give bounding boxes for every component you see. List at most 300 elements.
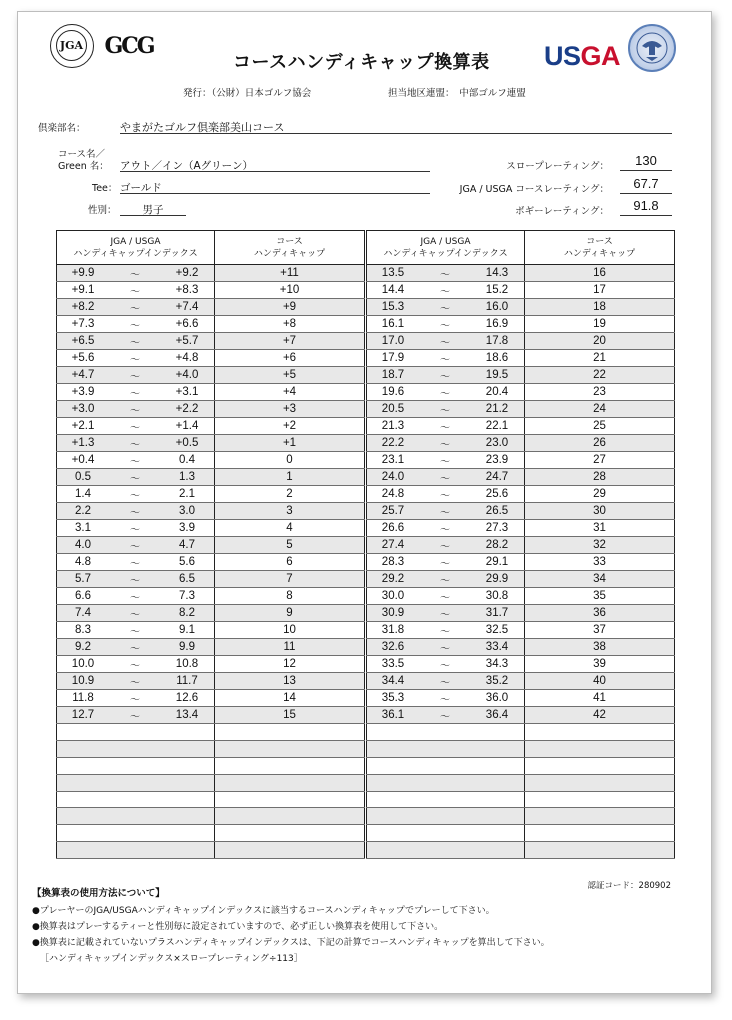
range-tilde: ～ [440, 711, 450, 723]
course-handicap-cell: 6 [215, 554, 365, 571]
range-tilde: ～ [440, 286, 450, 298]
index-from: +4.7 [71, 369, 95, 381]
index-range-cell [57, 520, 215, 537]
index-from: 24.8 [381, 488, 405, 500]
table-row [57, 774, 365, 791]
range-tilde: ～ [130, 269, 140, 281]
course-handicap-cell: +11 [215, 265, 365, 282]
table-row [367, 808, 675, 825]
course-handicap-cell: +5 [215, 367, 365, 384]
index-from: +7.3 [71, 318, 95, 330]
table-row [367, 571, 675, 588]
table-row [57, 367, 365, 384]
table-row [367, 673, 675, 690]
index-range-cell [57, 503, 215, 520]
table-row [367, 656, 675, 673]
index-header [57, 231, 215, 265]
course-handicap-cell: +9 [215, 299, 365, 316]
table-row [57, 537, 365, 554]
range-tilde: ～ [440, 541, 450, 553]
course-handicap-cell: 1 [215, 469, 365, 486]
table-row [57, 588, 365, 605]
index-to: 2.1 [179, 488, 195, 500]
table-row [367, 418, 675, 435]
index-to: 19.5 [485, 369, 509, 381]
index-to: 9.9 [179, 641, 195, 653]
table-row [57, 571, 365, 588]
index-from: +5.6 [71, 352, 95, 364]
index-from: 27.4 [381, 539, 405, 551]
index-to: 36.0 [485, 692, 509, 704]
index-from: 0.5 [75, 471, 91, 483]
index-header-line1: JGA / USGA [420, 236, 471, 247]
course-handicap-header [525, 231, 675, 265]
index-range-cell [367, 503, 525, 520]
course-rating-label: JGA / USGA コースレーティング： [459, 184, 609, 195]
index-header-line2: ハンディキャップインデックス [73, 248, 198, 259]
index-from: +8.2 [71, 301, 95, 313]
index-range-cell [57, 265, 215, 282]
range-tilde: ～ [440, 269, 450, 281]
course-handicap-cell [525, 791, 675, 808]
index-range-cell [57, 333, 215, 350]
index-to: 14.3 [485, 267, 509, 279]
index-range-cell [367, 384, 525, 401]
course-handicap-cell: 20 [525, 333, 675, 350]
course-handicap-cell: +1 [215, 435, 365, 452]
course-handicap-cell: 26 [525, 435, 675, 452]
index-to: 11.7 [176, 675, 198, 687]
index-to: 27.3 [485, 522, 509, 534]
jga-logo-text: JGA [56, 30, 87, 61]
tee-field [120, 176, 430, 194]
range-tilde: ～ [130, 626, 140, 638]
index-to: 9.1 [179, 624, 195, 636]
table-row [57, 791, 365, 808]
course-handicap-cell: +7 [215, 333, 365, 350]
index-to: +8.3 [175, 284, 199, 296]
index-range-cell [367, 469, 525, 486]
page-title: コースハンディキャップ換算表 [233, 52, 490, 73]
index-range-cell [367, 842, 525, 859]
table-row [367, 367, 675, 384]
table-row [367, 605, 675, 622]
index-to: 4.7 [179, 539, 195, 551]
index-range-cell [57, 554, 215, 571]
index-from: 19.6 [381, 386, 405, 398]
course-handicap-cell: 42 [525, 707, 675, 724]
index-from: +9.1 [71, 284, 95, 296]
course-handicap-cell: 16 [525, 265, 675, 282]
course-handicap-cell: 18 [525, 299, 675, 316]
table-row [57, 707, 365, 724]
tee-value: ゴールド [120, 182, 162, 194]
index-range-cell [367, 605, 525, 622]
index-range-cell [367, 774, 525, 791]
range-tilde: ～ [440, 643, 450, 655]
table-row [57, 842, 365, 859]
course-handicap-cell: 8 [215, 588, 365, 605]
range-tilde: ～ [440, 388, 450, 400]
course-handicap-cell: 15 [215, 707, 365, 724]
index-from: 30.9 [381, 607, 405, 619]
course-handicap-cell: +4 [215, 384, 365, 401]
index-from: 10.0 [71, 658, 95, 670]
index-to: +7.4 [175, 301, 199, 313]
index-range-cell [367, 673, 525, 690]
index-range-cell [57, 673, 215, 690]
course-handicap-cell: 40 [525, 673, 675, 690]
jga-logo [50, 24, 94, 68]
index-range-cell [57, 571, 215, 588]
index-range-cell [367, 367, 525, 384]
index-range-cell [367, 707, 525, 724]
club-name-field [120, 116, 672, 134]
index-range-cell [367, 401, 525, 418]
index-to: 30.8 [485, 590, 509, 602]
table-row [57, 333, 365, 350]
table-row [367, 825, 675, 842]
index-range-cell [367, 265, 525, 282]
issuer-text: 発行：（公財）日本ゴルフ協会 [183, 88, 312, 99]
table-row [57, 418, 365, 435]
course-handicap-cell [525, 774, 675, 791]
table-row [367, 333, 675, 350]
index-from: 6.6 [75, 590, 91, 602]
course-handicap-cell: +6 [215, 350, 365, 367]
course-handicap-cell: +10 [215, 282, 365, 299]
table-row [367, 452, 675, 469]
gcg-logo: GCG [104, 33, 154, 59]
index-range-cell [367, 486, 525, 503]
index-range-cell [367, 452, 525, 469]
index-to: 36.4 [485, 709, 509, 721]
index-range-cell [57, 452, 215, 469]
index-to: 18.6 [485, 352, 509, 364]
course-handicap-cell [525, 740, 675, 757]
course-handicap-cell: 21 [525, 350, 675, 367]
table-row [57, 554, 365, 571]
usage-note: ●換算表に記載されていないプラスハンディキャップインデックスは、下記の計算でコースハンディキャップを算出して下さい。 [32, 938, 550, 948]
tee-label: Tee： [92, 183, 118, 194]
gender-value: 男子 [142, 204, 164, 216]
index-to: +4.8 [175, 352, 199, 364]
range-tilde: ～ [440, 456, 450, 468]
course-handicap-cell: 14 [215, 690, 365, 707]
course-handicap-cell [215, 825, 365, 842]
index-from: 10.9 [71, 675, 95, 687]
range-tilde: ～ [130, 592, 140, 604]
index-to: 3.0 [179, 505, 195, 517]
index-range-cell [57, 350, 215, 367]
index-to: 10.8 [175, 658, 199, 670]
index-to: 3.9 [179, 522, 195, 534]
range-tilde: ～ [440, 660, 450, 672]
table-row [57, 656, 365, 673]
course-handicap-cell [215, 791, 365, 808]
index-range-cell [367, 791, 525, 808]
course-handicap-cell [215, 774, 365, 791]
course-handicap-cell: 32 [525, 537, 675, 554]
index-from: 1.4 [75, 488, 91, 500]
course-handicap-cell: 13 [215, 673, 365, 690]
range-tilde: ～ [440, 371, 450, 383]
index-to: +1.4 [175, 420, 199, 432]
index-from: +9.9 [71, 267, 95, 279]
conversion-table-right [366, 230, 675, 859]
range-tilde: ～ [440, 303, 450, 315]
index-range-cell [367, 554, 525, 571]
index-from: 21.3 [381, 420, 405, 432]
index-from: 4.0 [75, 539, 91, 551]
index-to: 13.4 [175, 709, 199, 721]
index-range-cell [57, 384, 215, 401]
index-to: +3.1 [175, 386, 199, 398]
range-tilde: ～ [130, 456, 140, 468]
index-to: 35.2 [485, 675, 509, 687]
index-range-cell [367, 724, 525, 741]
table-row [367, 503, 675, 520]
range-tilde: ～ [440, 337, 450, 349]
index-range-cell [57, 707, 215, 724]
index-from: 18.7 [381, 369, 405, 381]
range-tilde: ～ [440, 507, 450, 519]
course-rating-value: 67.7 [620, 176, 672, 194]
table-row [57, 740, 365, 757]
index-from: 22.2 [381, 437, 405, 449]
index-to: 7.3 [179, 590, 195, 602]
range-tilde: ～ [130, 643, 140, 655]
index-header-line1: JGA / USGA [110, 236, 161, 247]
index-to: 24.7 [485, 471, 509, 483]
course-handicap-cell: 27 [525, 452, 675, 469]
table-row [367, 401, 675, 418]
table-row [57, 435, 365, 452]
table-row [367, 842, 675, 859]
course-handicap-cell: 38 [525, 639, 675, 656]
index-from: 33.5 [381, 658, 405, 670]
course-handicap-cell [215, 842, 365, 859]
table-row [57, 282, 365, 299]
index-range-cell [367, 808, 525, 825]
index-from: 35.3 [381, 692, 405, 704]
index-to: 6.5 [179, 573, 195, 585]
table-row [367, 690, 675, 707]
index-to: +6.6 [175, 318, 199, 330]
course-header-line2: ハンディキャップ [253, 248, 326, 259]
table-row [367, 622, 675, 639]
index-to: 29.9 [485, 573, 509, 585]
index-range-cell [367, 435, 525, 452]
range-tilde: ～ [130, 388, 140, 400]
range-tilde: ～ [130, 558, 140, 570]
course-handicap-cell: 33 [525, 554, 675, 571]
index-range-cell [57, 282, 215, 299]
course-handicap-cell: 36 [525, 605, 675, 622]
index-from: 25.7 [381, 505, 405, 517]
index-range-cell [57, 622, 215, 639]
index-from: 15.3 [381, 301, 405, 313]
index-range-cell [367, 639, 525, 656]
index-range-cell [367, 690, 525, 707]
table-row [57, 452, 365, 469]
course-handicap-cell: 0 [215, 452, 365, 469]
range-tilde: ～ [440, 626, 450, 638]
index-range-cell [57, 791, 215, 808]
index-from: 29.2 [381, 573, 405, 585]
course-handicap-cell [525, 825, 675, 842]
range-tilde: ～ [130, 711, 140, 723]
course-handicap-cell [215, 808, 365, 825]
table-row [57, 690, 365, 707]
index-to: 32.5 [485, 624, 509, 636]
course-handicap-cell: +8 [215, 316, 365, 333]
usage-note: ●換算表はプレーするティーと性別毎に設定されていますので、必ず正しい換算表を使用して下さい。 [32, 922, 444, 932]
table-row [57, 350, 365, 367]
index-range-cell [367, 282, 525, 299]
index-range-cell [57, 639, 215, 656]
index-range-cell [367, 520, 525, 537]
conversion-table-left [56, 230, 365, 859]
index-range-cell [367, 418, 525, 435]
index-range-cell [57, 537, 215, 554]
index-range-cell [57, 316, 215, 333]
course-handicap-cell [525, 724, 675, 741]
table-row [57, 401, 365, 418]
range-tilde: ～ [440, 524, 450, 536]
index-from: +0.4 [71, 454, 95, 466]
usga-seal-icon [628, 24, 676, 72]
range-tilde: ～ [130, 541, 140, 553]
index-range-cell [367, 571, 525, 588]
course-handicap-cell: 30 [525, 503, 675, 520]
club-name: やまがたゴルフ倶楽部美山コース [120, 121, 285, 134]
table-row [57, 808, 365, 825]
index-range-cell [57, 367, 215, 384]
index-from: 5.7 [75, 573, 91, 585]
index-range-cell [57, 486, 215, 503]
table-row [367, 469, 675, 486]
index-from: 16.1 [381, 318, 405, 330]
course-handicap-cell [215, 724, 365, 741]
course-handicap-cell: 12 [215, 656, 365, 673]
index-from: 30.0 [381, 590, 405, 602]
table-row [367, 774, 675, 791]
index-from: 36.1 [381, 709, 405, 721]
course-handicap-cell: 2 [215, 486, 365, 503]
range-tilde: ～ [440, 575, 450, 587]
table-row [367, 791, 675, 808]
index-range-cell [367, 316, 525, 333]
index-to: +2.2 [175, 403, 199, 415]
range-tilde: ～ [130, 354, 140, 366]
index-from: 34.4 [381, 675, 405, 687]
index-to: 17.8 [485, 335, 509, 347]
index-range-cell [367, 757, 525, 774]
index-to: 0.4 [179, 454, 195, 466]
course-handicap-cell: 22 [525, 367, 675, 384]
table-row [367, 537, 675, 554]
index-to: +9.2 [175, 267, 199, 279]
range-tilde: ～ [440, 694, 450, 706]
range-tilde: ～ [440, 354, 450, 366]
course-label-1: コース名／ [58, 149, 106, 160]
course-handicap-cell: 25 [525, 418, 675, 435]
range-tilde: ～ [440, 439, 450, 451]
course-handicap-cell: 34 [525, 571, 675, 588]
range-tilde: ～ [130, 694, 140, 706]
index-from: 28.3 [381, 556, 405, 568]
table-row [57, 503, 365, 520]
index-range-cell [367, 333, 525, 350]
course-handicap-cell: 24 [525, 401, 675, 418]
index-to: 31.7 [485, 607, 509, 619]
course-handicap-cell [215, 757, 365, 774]
course-handicap-cell: 39 [525, 656, 675, 673]
index-to: +4.0 [175, 369, 199, 381]
range-tilde: ～ [130, 286, 140, 298]
table-row [367, 486, 675, 503]
table-row [57, 825, 365, 842]
table-row [367, 435, 675, 452]
index-from: 23.1 [381, 454, 405, 466]
index-range-cell [367, 740, 525, 757]
course-handicap-cell: 7 [215, 571, 365, 588]
index-header [367, 231, 525, 265]
course-handicap-cell: 37 [525, 622, 675, 639]
index-from: +3.0 [71, 403, 95, 415]
course-handicap-cell: 41 [525, 690, 675, 707]
table-row [367, 757, 675, 774]
index-to: 16.9 [485, 318, 509, 330]
handicap-sheet [17, 11, 712, 994]
index-range-cell [57, 435, 215, 452]
range-tilde: ～ [130, 575, 140, 587]
table-row [367, 588, 675, 605]
table-row [57, 486, 365, 503]
course-handicap-cell: 4 [215, 520, 365, 537]
range-tilde: ～ [130, 303, 140, 315]
course-name: アウト／イン（Aグリーン） [120, 160, 253, 172]
course-handicap-cell [525, 808, 675, 825]
index-from: 9.2 [75, 641, 91, 653]
table-row [57, 265, 365, 282]
table-row [57, 757, 365, 774]
range-tilde: ～ [130, 422, 140, 434]
branch-text: 担当地区連盟： 中部ゴルフ連盟 [388, 88, 526, 99]
index-from: 12.7 [71, 709, 95, 721]
index-to: 29.1 [485, 556, 509, 568]
table-row [57, 384, 365, 401]
certification-code: 認証コード：280902 [587, 881, 671, 891]
course-handicap-cell: 17 [525, 282, 675, 299]
index-range-cell [57, 605, 215, 622]
course-handicap-cell [525, 757, 675, 774]
index-range-cell [367, 350, 525, 367]
index-range-cell [57, 299, 215, 316]
range-tilde: ～ [130, 524, 140, 536]
index-to: 12.6 [175, 692, 199, 704]
index-from: 14.4 [381, 284, 405, 296]
course-header-line1: コース [586, 236, 613, 247]
course-handicap-cell: 28 [525, 469, 675, 486]
course-name-field [120, 154, 430, 172]
table-row [367, 384, 675, 401]
course-handicap-cell: 5 [215, 537, 365, 554]
slope-value: 130 [620, 153, 672, 171]
index-to: 23.9 [485, 454, 509, 466]
index-to: 16.0 [485, 301, 509, 313]
